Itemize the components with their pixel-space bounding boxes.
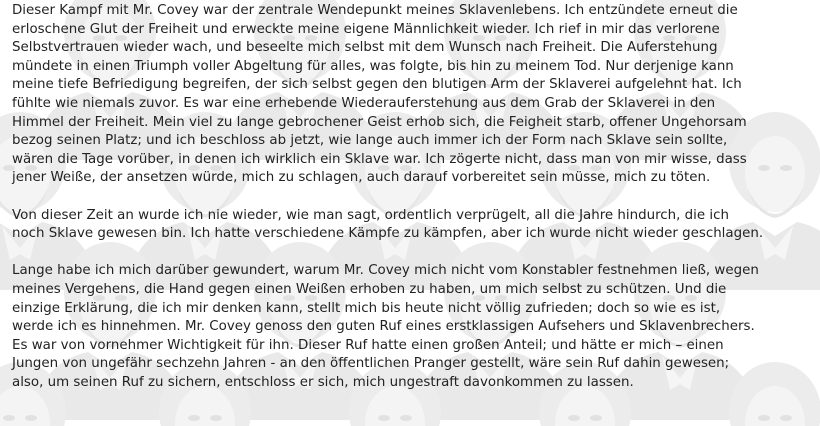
document-text — [12, 2, 812, 411]
text-line: Lange habe ich mich darüber gewundert, warum Mr. Covey mich nicht vom Konstabler festnehmen ließ, wegen — [12, 263, 759, 279]
text-line: bezog seinen Platz; und ich beschloss ab jetzt, wie lange auch immer ich der Form nach Sklave sein sollte, — [12, 133, 728, 149]
text-line: Jungen von ungefähr sechzehn Jahren - an den öffentlichen Pranger gestellt, wäre sein Ruf dahin gewesen; — [12, 356, 730, 372]
text-line: also, um seinen Ruf zu sichern, entschloss er sich, mich ungestraft davonkommen zu lassen. — [12, 374, 634, 390]
text-line: erloschene Glut der Freiheit und erweckte meine eigene Männlichkeit wieder. Ich rief in mir das verlorene — [12, 21, 720, 37]
text-line: noch Sklave gewesen bin. Ich hatte verschiedene Kämpfe zu kämpfen, aber ich wurde nicht wieder geschlagen. — [12, 226, 764, 242]
paragraph-1 — [12, 2, 812, 188]
text-line: einzige Erklärung, die ich mir denken kann, stellt mich bis heute nicht völlig zufrieden; doch so wie es ist, — [12, 300, 721, 316]
text-line: jener Weiße, der ansetzen würde, mich zu schlagen, auch darauf vorbereitet sein müsse, mich zu töten. — [12, 170, 711, 186]
text-line: werde ich es hinnehmen. Mr. Covey genoss den guten Ruf eines erstklassigen Aufsehers und Sklavenbrechers. — [12, 319, 755, 335]
text-line: fühlte wie niemals zuvor. Es war eine erhebende Wiederauferstehung aus dem Grab der Sklaverei in den — [12, 95, 716, 111]
text-line: Es war von vornehmer Wichtigkeit für ihn. Dieser Ruf hatte einen großen Anteil; und hätte er mich – einen — [12, 337, 724, 353]
text-line: meine tiefe Befriedigung begreifen, der sich selbst gegen den blutigen Arm der Sklaverei aufgelehnt hat. Ich — [12, 77, 742, 93]
text-line: Himmel der Freiheit. Mein viel zu lange gebrochener Geist erhob sich, die Feigheit starb, offener Ungehorsam — [12, 114, 747, 130]
text-line: meines Vergehens, die Hand gegen einen Weißen erhoben zu haben, um mich selbst zu schützen. Und die — [12, 281, 727, 297]
text-line: mündete in einen Triumph voller Abgeltung für alles, was folgte, bis hin zu meinem Tod. Nur derjenige kann — [12, 58, 734, 74]
text-line: wären die Tage vorüber, in denen ich wirklich ein Sklave war. Ich zögerte nicht, dass man von mir wisse, dass — [12, 151, 747, 167]
paragraph-2 — [12, 207, 812, 244]
text-line: Von dieser Zeit an wurde ich nie wieder, wie man sagt, ordentlich verprügelt, all die Jahre hindurch, die ich — [12, 207, 729, 223]
paragraph-3 — [12, 262, 812, 392]
text-line: Selbstvertrauen wieder wach, und beseelte mich selbst mit dem Wunsch nach Freiheit. Die Auferstehung — [12, 40, 718, 56]
text-line: Dieser Kampf mit Mr. Covey war der zentrale Wendepunkt meines Sklavenlebens. Ich entzündete erneut die — [12, 3, 738, 18]
